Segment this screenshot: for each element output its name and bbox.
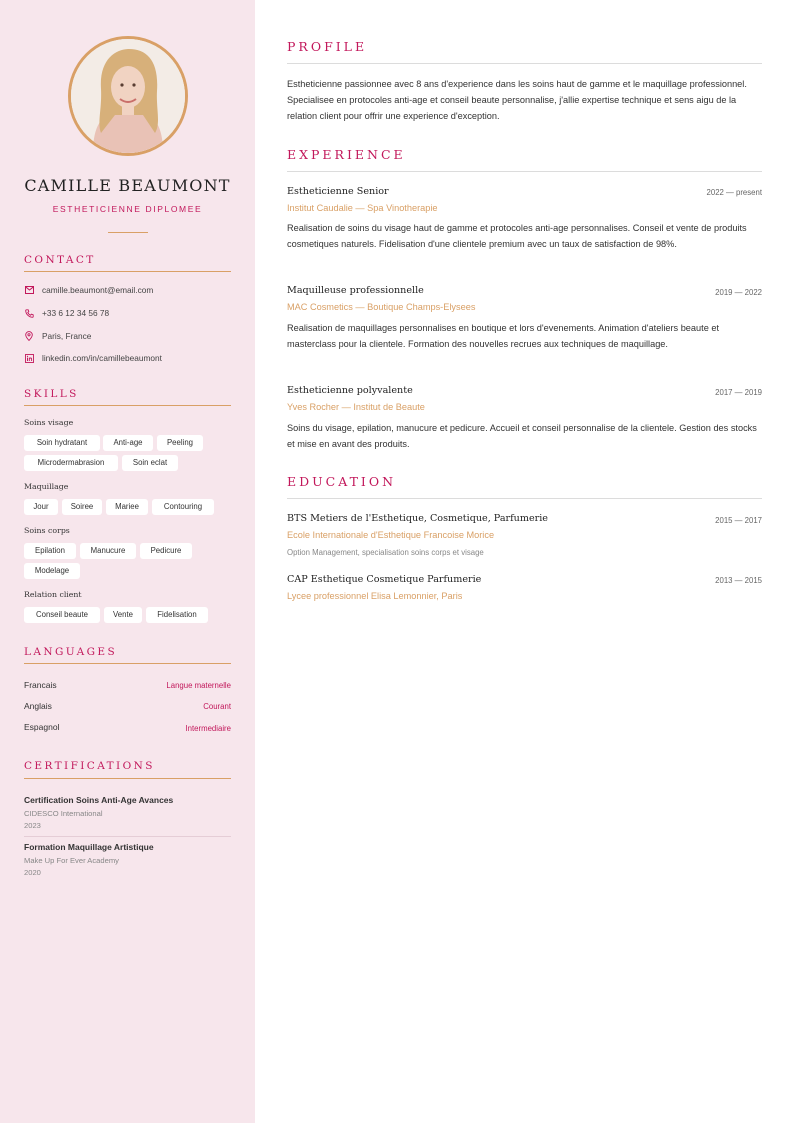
job-date: 2019 — 2022	[715, 288, 762, 297]
education-school: Ecole Internationale d'Esthetique Francoise Morice	[287, 530, 495, 540]
skill-chip: Modelage	[24, 563, 80, 579]
skill-chip: Soin eclat	[122, 455, 178, 471]
skills-rule	[24, 405, 231, 406]
job-description: Realisation de maquillages personnalises en boutique et lors d'evenements. Animation d'ateliers beaute et masterclass pour la clientele. Formation des nouvelles recrues aux techniques de maquillage.	[287, 323, 720, 349]
contact-email-row[interactable]	[24, 283, 153, 297]
job-date: 2022 — present	[706, 188, 762, 197]
certifications-rule	[24, 778, 231, 779]
certification-divider	[24, 836, 231, 837]
certification-issuer: Make Up For Ever Academy	[24, 856, 119, 865]
map-pin-icon	[24, 331, 34, 341]
skill-chip: Peeling	[157, 435, 203, 451]
skill-group-label: Relation client	[24, 590, 82, 599]
skill-chip: Contouring	[152, 499, 214, 515]
profile-heading: PROFILE	[287, 39, 368, 54]
linkedin-icon	[24, 353, 34, 363]
language-name: Francais	[24, 680, 57, 690]
certification-year: 2023	[24, 821, 41, 830]
contact-linkedin-row[interactable]	[24, 351, 162, 365]
skill-chip: Pedicure	[140, 543, 192, 559]
language-level: Langue maternelle	[166, 681, 231, 690]
certification-title: Formation Maquillage Artistique	[24, 842, 154, 852]
contact-phone: +33 6 12 34 56 78	[42, 308, 110, 318]
skill-chip: Manucure	[80, 543, 136, 559]
skill-chip: Jour	[24, 499, 58, 515]
education-heading: EDUCATION	[287, 474, 397, 489]
skill-chip: Soiree	[62, 499, 102, 515]
language-name: Anglais	[24, 701, 52, 711]
education-school: Lycee professionnel Elisa Lemonnier, Paris	[287, 591, 463, 601]
education-title: CAP Esthetique Cosmetique Parfumerie	[287, 574, 482, 585]
job-description: Soins du visage, epilation, manucure et pedicure. Accueil et conseil personnalise de la clientele. Gestion des stocks et mise en avant des produits.	[287, 423, 757, 449]
education-date: 2015 — 2017	[715, 516, 762, 525]
skill-group-label: Soins visage	[24, 418, 74, 427]
language-name: Espagnol	[24, 722, 60, 732]
contact-location-row	[24, 329, 91, 343]
name-divider	[108, 232, 148, 233]
education-note: Option Management, specialisation soins corps et visage	[287, 548, 484, 557]
contact-phone-row[interactable]	[24, 306, 109, 320]
education-rule	[287, 498, 762, 499]
skill-chip: Conseil beaute	[24, 607, 100, 623]
certification-title: Certification Soins Anti-Age Avances	[24, 795, 174, 805]
job-company: MAC Cosmetics — Boutique Champs-Elysees	[287, 302, 476, 312]
main-content	[255, 0, 794, 1123]
person-name: CAMILLE BEAUMONT	[24, 176, 231, 195]
contact-rule	[24, 271, 231, 272]
skill-chip: Vente	[104, 607, 142, 623]
certifications-heading: CERTIFICATIONS	[24, 760, 155, 772]
skill-chip: Soin hydratant	[24, 435, 100, 451]
experience-heading: EXPERIENCE	[287, 147, 406, 162]
certification-year: 2020	[24, 868, 41, 877]
skill-group-label: Soins corps	[24, 526, 70, 535]
skill-chip: Microdermabrasion	[24, 455, 118, 471]
job-description: Realisation de soins du visage haut de gamme et protocoles anti-age personnalises. Conseil et vente de produits cosmetiques naturels. Fidelisation d'une clientele premium avec un taux de satisfaction de 98%.	[287, 223, 747, 249]
skill-group-label: Maquillage	[24, 482, 69, 491]
job-title: Estheticienne polyvalente	[287, 385, 413, 396]
skills-heading: SKILLS	[24, 388, 79, 400]
languages-rule	[24, 663, 231, 664]
job-date: 2017 — 2019	[715, 388, 762, 397]
sidebar	[0, 0, 255, 1123]
person-role: ESTHETICIENNE DIPLOMEE	[52, 204, 203, 214]
education-date: 2013 — 2015	[715, 576, 762, 585]
language-level: Courant	[203, 702, 231, 711]
skill-chip: Fidelisation	[146, 607, 208, 623]
languages-heading: LANGUAGES	[24, 646, 118, 658]
contact-email: camille.beaumont@email.com	[42, 285, 154, 295]
phone-icon	[24, 308, 34, 318]
avatar	[68, 36, 188, 156]
profile-text: Estheticienne passionnee avec 8 ans d'experience dans les soins haut de gamme et le maquillage professionnel. Specialisee en protocoles anti-age et conseil beaute personnalise, j'allie expertise technique et sens aigu de la relation client pour offrir une experience d'exception.	[287, 79, 747, 121]
education-title: BTS Metiers de l'Esthetique, Cosmetique, Parfumerie	[287, 513, 548, 524]
experience-rule	[287, 171, 762, 172]
job-company: Yves Rocher — Institut de Beaute	[287, 402, 425, 412]
language-level: Intermediaire	[185, 724, 231, 733]
portrait-photo	[71, 39, 185, 153]
contact-linkedin: linkedin.com/in/camillebeaumont	[42, 353, 162, 363]
skill-chip: Epilation	[24, 543, 76, 559]
certification-issuer: CIDESCO International	[24, 809, 103, 818]
envelope-icon	[24, 285, 34, 295]
job-title: Maquilleuse professionnelle	[287, 285, 424, 296]
skill-chip: Anti-age	[103, 435, 153, 451]
skill-chip: Mariee	[106, 499, 148, 515]
job-title: Estheticienne Senior	[287, 186, 389, 197]
contact-location: Paris, France	[42, 331, 92, 341]
profile-rule	[287, 63, 762, 64]
contact-heading: CONTACT	[24, 254, 96, 266]
job-company: Institut Caudalie — Spa Vinotherapie	[287, 203, 438, 213]
